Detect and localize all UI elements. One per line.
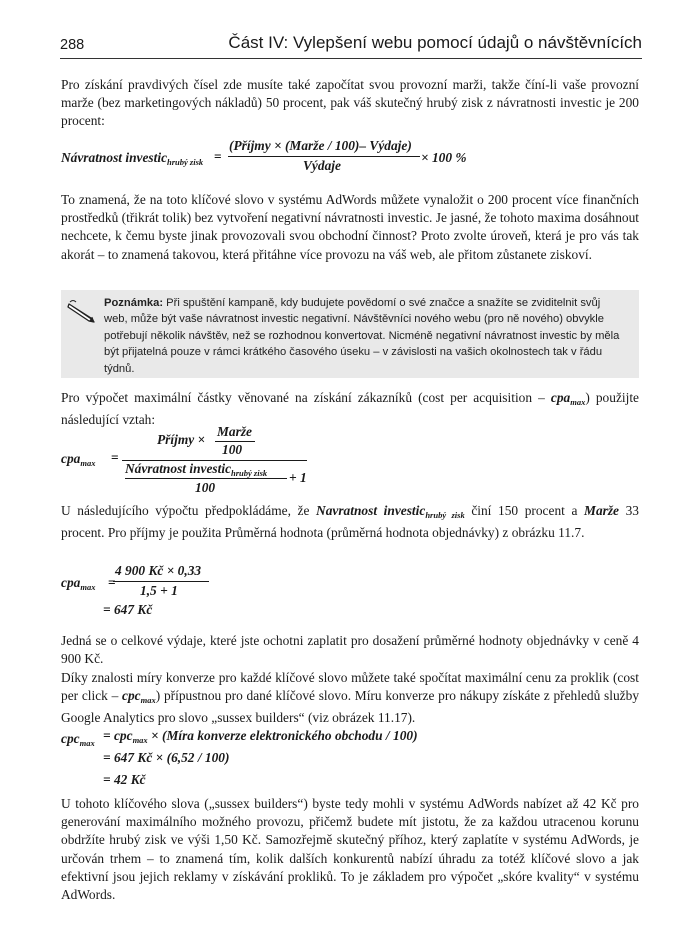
formula3-fraction-bar bbox=[113, 581, 209, 582]
formula4-line2: = 647 Kč × (6,52 / 100) bbox=[103, 750, 230, 765]
formula3-denominator: 1,5 + 1 bbox=[140, 583, 178, 598]
pen-note-icon bbox=[67, 298, 99, 329]
formula2-margin: Marže bbox=[217, 424, 252, 439]
note-text bbox=[104, 295, 625, 377]
paragraph-bidding: U tohoto klíčového slova („sussex builders“) byste tedy mohli v systému AdWords nabízet až 42 Kč pro generování maximálního možného provozu, přičemž budete mít jistotu, že za každou utracenou korunu obdržíte hrubý zisk ve výši 1,50 Kč. Samozřejmě skutečný příhoz, který zaplatíte v systému AdWords, je určován trhem – to znamená tím, kolik dalších konkurentů nabízí úhradu za totéž klíčové slovo a jak efektivní jsou jejich reklamy v získávání prokliků. To je základem pro výpočet „skóre kvality“ v systému AdWords. bbox=[61, 796, 639, 903]
formula1-numerator: (Příjmy × (Marže / 100)– Výdaje) bbox=[229, 138, 412, 153]
page-number: 288 bbox=[60, 37, 85, 53]
formula2-plus-one: + 1 bbox=[289, 470, 307, 485]
paragraph-operating-margin: Pro získání pravdivých čísel zde musíte také započítat svou provozní marži, takže číní-li vaše provozní marže (bez marketingových nákladů) 50 procent, pak váš skutečný hrubý zisk z návratnosti investic je 200 procent: bbox=[61, 77, 639, 129]
paragraph-assumptions: U následujícího výpočtu předpokládáme, že Navratnost investic$_{hrubý zisk}$ činí 150 procent a Marže 33 procent. Pro příjmy je použita Průměrná hodnota (průměrná hodnota objednávky) z obrázku 11.7. bbox=[61, 503, 639, 541]
formula1-lhs: Návratnost investic$_{hrubý zisk}$ bbox=[61, 150, 204, 167]
formula4-line1: = cpc$_{max}$ × (Míra konverze elektronického obchodu / 100) bbox=[103, 728, 418, 745]
formula2-lhs: cpa$_{max}$ bbox=[61, 451, 96, 468]
formula2-hundred2: 100 bbox=[195, 480, 216, 495]
paragraph-cpa-intro: Pro výpočet maximální částky věnované na získání zákazníků (cost per acquisition – cpa$_{max}$) použijte následující vztah: bbox=[61, 390, 639, 428]
term-cpa: cpa bbox=[550, 390, 571, 405]
paragraph-keyword-budget: To znamená, že na toto klíčové slovo v systému AdWords můžete vynaložit o 200 procent více finančních prostředků (třikrát tolik) bez vytvoření negativní návratnosti investic. Je jasné, že tohoto maxima dosáhnout nechcete, k čemu byste jinak provozovali svou obchodní činnost? Proto zvolte úroveň, která je pro vás tak akorát – to znamená takovou, která přitáhne více provozu na váš web, ale přitom zůstanete ziskoví. bbox=[61, 192, 639, 262]
formula1-denominator: Výdaje bbox=[303, 158, 341, 173]
running-header-title: Část IV: Vylepšení webu pomocí údajů o návštěvnících bbox=[228, 33, 642, 52]
header-rule bbox=[60, 58, 642, 59]
term-margin: Marže bbox=[584, 503, 619, 518]
formula2-income: Příjmy × bbox=[157, 432, 206, 447]
note-label: Poznámka: bbox=[104, 297, 164, 309]
formula1-equals: = bbox=[214, 149, 222, 164]
term-roi: Navratnost investic bbox=[316, 503, 426, 518]
term-cpc: cpc bbox=[122, 688, 141, 704]
note-box bbox=[61, 290, 639, 378]
note-body: Při spuštění kampaně, kdy budujete povědomí o své značce a snažíte se zviditelnit svůj web, může být vaše návratnost investic negativní. Návštěvníci nového webu (pro ně nového) obvykle potřebují několik návštěv, než se rozhodnou konvertovat. Nicméně negativní návratnost investic by měla být přijatelná pouze v rámci krátkého časového úseku – v závislosti na vašich okolnostech tak v řádu týdnů. bbox=[104, 297, 620, 375]
formula1-tail: × 100 % bbox=[421, 150, 467, 165]
formula3-result: = 647 Kč bbox=[103, 602, 153, 617]
formula2-roi: Návratnost investic$_{hrubý zisk}$ bbox=[125, 461, 268, 478]
formula2-equals: = bbox=[111, 450, 119, 465]
paragraph-total-cost: Jedná se o celkové výdaje, které jste ochotni zaplatit pro dosažení průměrné hodnoty objednávky v ceně 4 900 Kč. bbox=[61, 633, 639, 667]
formula2-roi-bar bbox=[125, 478, 287, 479]
paragraph-cpc-intro: Díky znalosti míry konverze pro každé klíčové slovo můžete také spočítat maximální cenu za proklik (cost per click – cpc$_{max}$) přípustnou pro dané klíčové slovo. Míru konverze pro nákupy získáte z přehledů služby Google Analytics pro slovo „sussex builders“ (viz obrázek 11.17). bbox=[61, 670, 640, 726]
formula4-lhs: cpc$_{max}$ bbox=[61, 731, 95, 748]
formula1-fraction-bar bbox=[228, 156, 420, 157]
formula3-numerator: 4 900 Kč × 0,33 bbox=[115, 563, 202, 578]
formula3-lhs: cpa$_{max}$ bbox=[61, 575, 96, 592]
formula3-equals: = bbox=[108, 575, 116, 590]
formula4-line3: = 42 Kč bbox=[103, 772, 146, 787]
formula2-hundred: 100 bbox=[222, 442, 243, 457]
